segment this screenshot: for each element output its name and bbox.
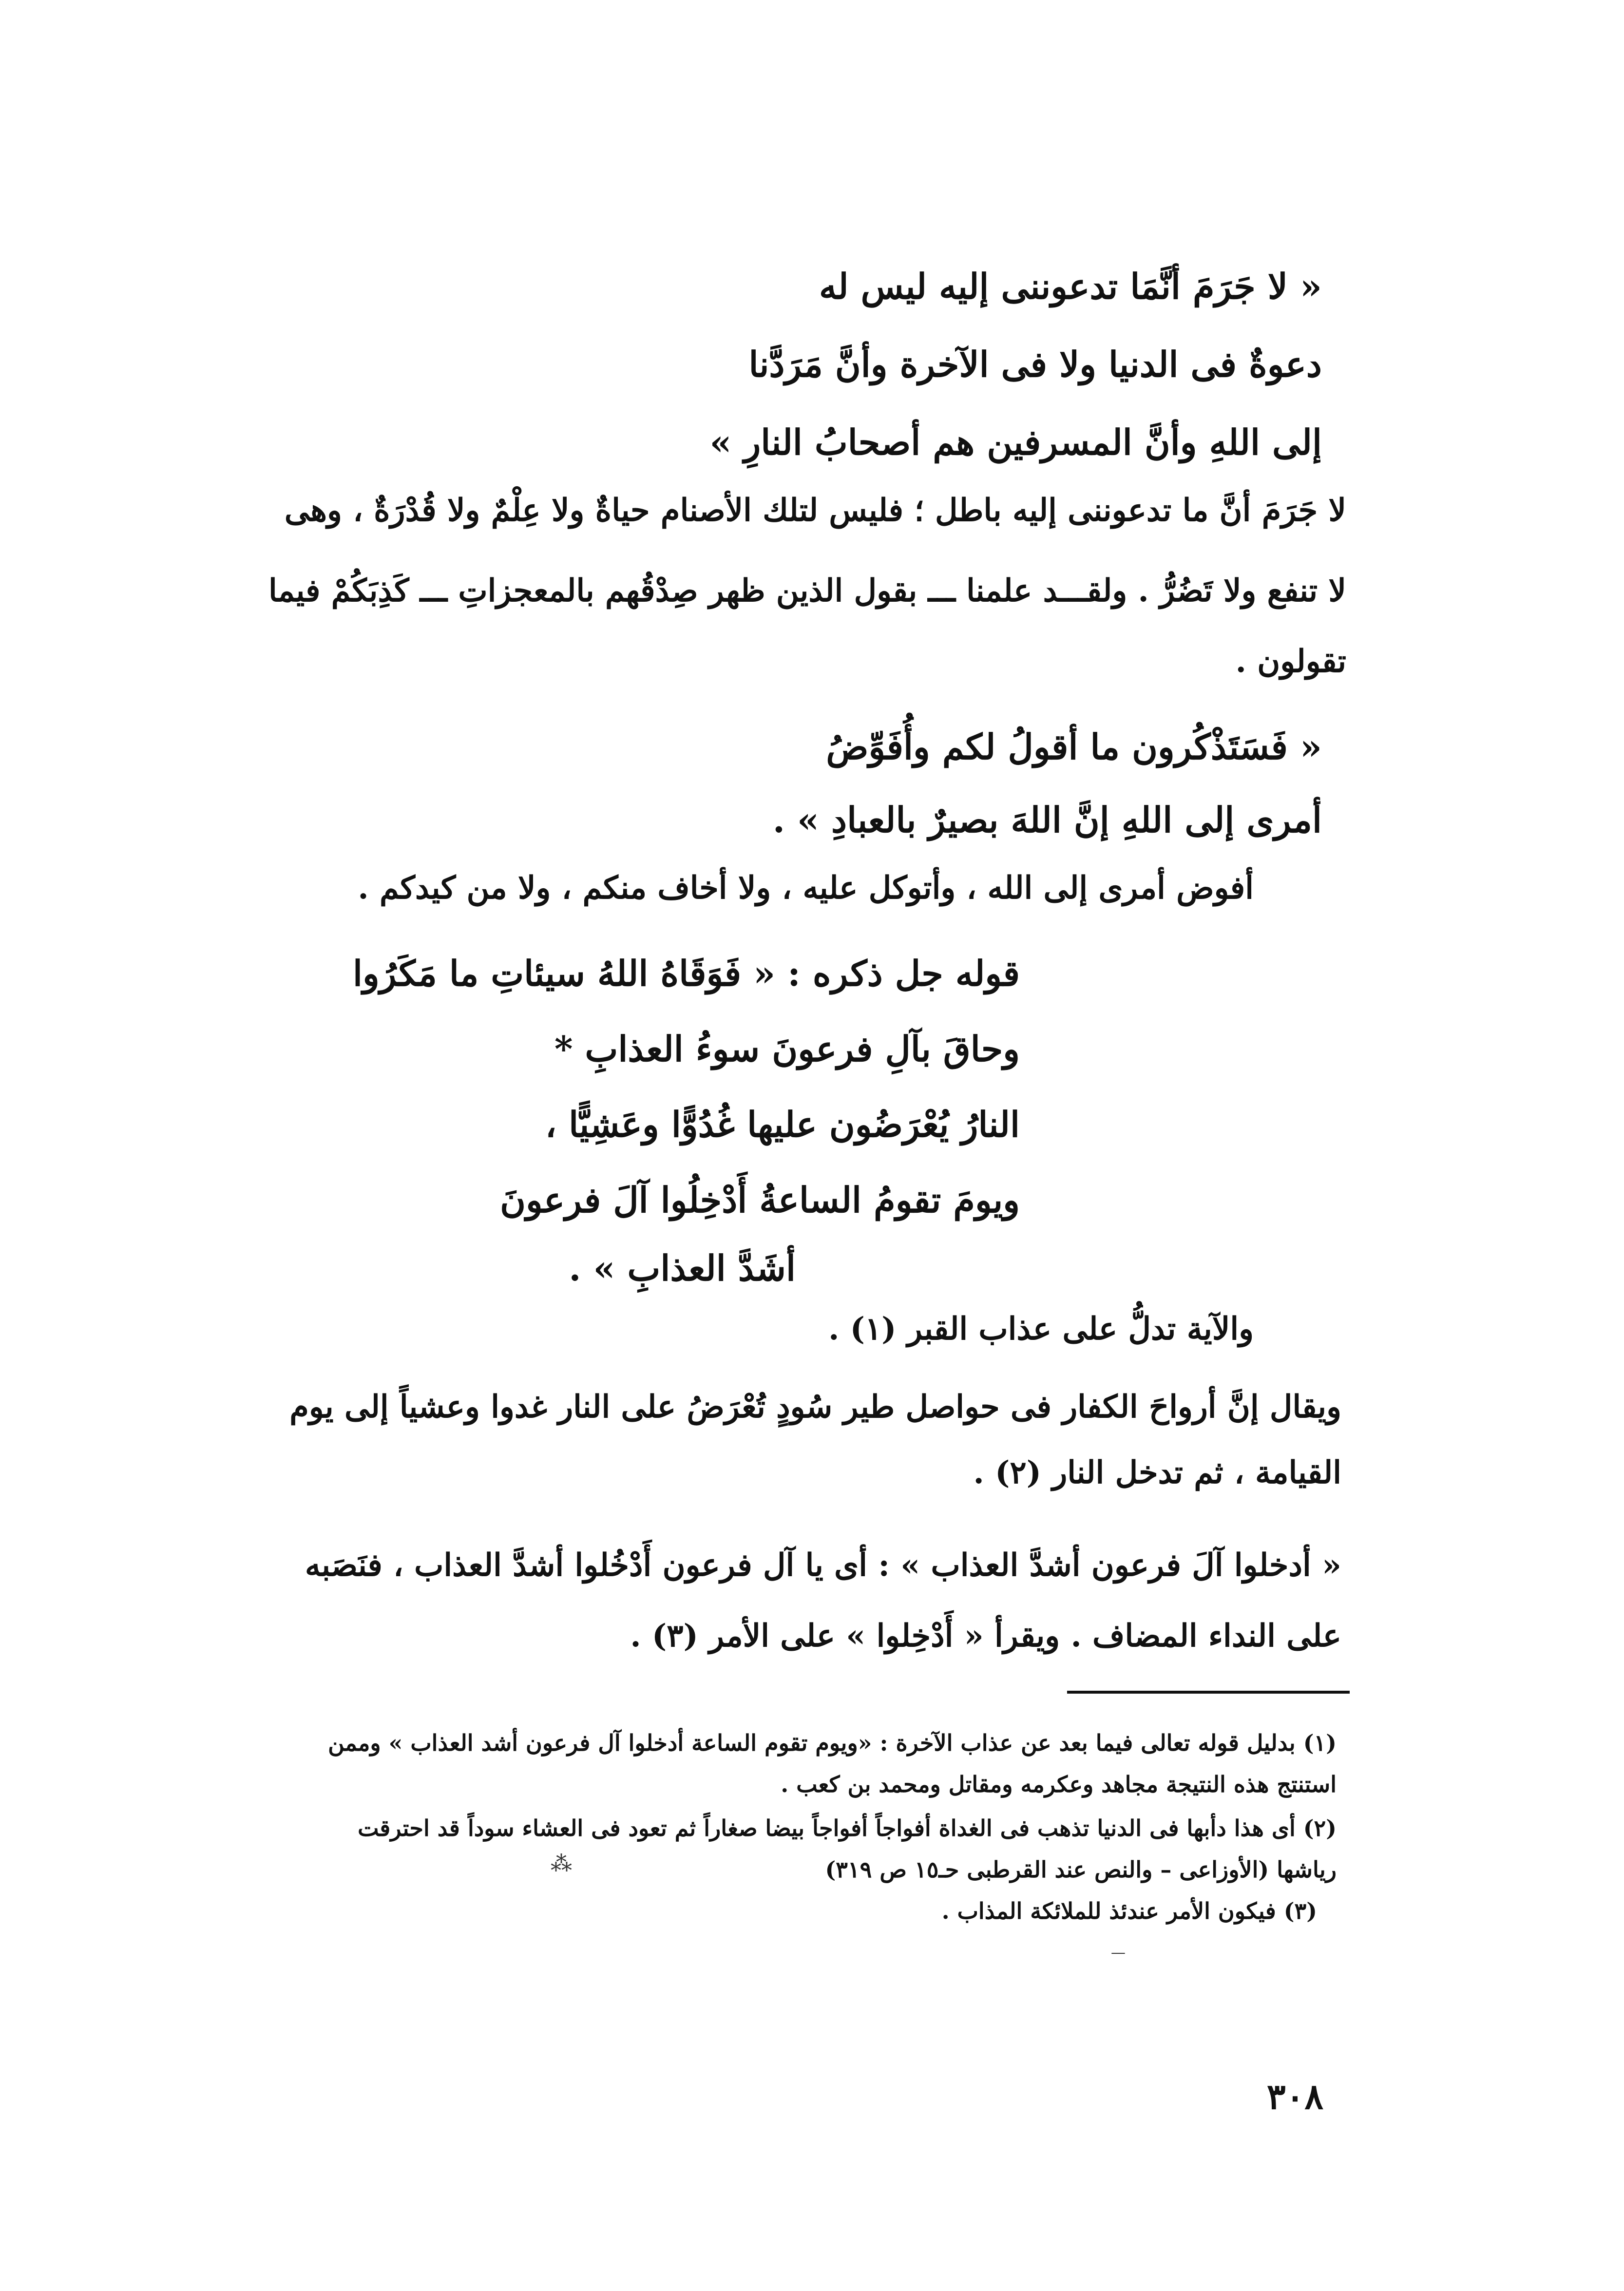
verse-line: « لا جَرَمَ أنَّمَا تدعوننى إليه ليس له (819, 266, 1322, 307)
commentary-line: أفوض أمرى إلى الله ، وأتوكل عليه ، ولا أخاف منكم ، ولا من كيدكم . (358, 870, 1254, 906)
footnote-line: رياشها (الأوزاعى – والنص عند القرطبى حـ١٥ ص ٣١٩) (825, 1856, 1337, 1883)
verse-line: ويومَ تقومُ الساعةُ أَدْخِلُوا آلَ فرعونَ (500, 1179, 1020, 1221)
verse-line: أشَدَّ العذابِ » . (569, 1247, 796, 1289)
commentary-line: على النداء المضاف . ويقرأ « أَدْخِلوا » على الأمر (٣) . (630, 1618, 1341, 1654)
footnote-divider (1067, 1691, 1350, 1694)
commentary-line: القيامة ، ثم تدخل النار (٢) . (973, 1454, 1341, 1491)
commentary-line: لا جَرَمَ أنَّ ما تدعوننى إليه باطل ؛ فليس لتلك الأصنام حياةٌ ولا عِلْمٌ ولا قُدْرَةٌ ، وهى (284, 492, 1346, 529)
stray-mark: ⁂ (551, 1852, 572, 1876)
verse-line: أمرى إلى اللهِ إنَّ اللهَ بصيرٌ بالعبادِ » . (772, 799, 1322, 840)
footnote-line: (١) بدليل قوله تعالى فيما بعد عن عذاب الآخرة : «ويوم تقوم الساعة أدخلوا آل فرعون أشد العذاب » وممن (328, 1730, 1337, 1756)
footnote-line: استنتج هذه النتيجة مجاهد وعكرمه ومقاتل ومحمد بن كعب . (781, 1771, 1337, 1797)
stray-mark: — (1111, 1944, 1126, 1961)
verse-line: دعوةٌ فى الدنيا ولا فى الآخرة وأنَّ مَرَدَّنا (748, 344, 1322, 385)
page-number: ٣٠٨ (1267, 2076, 1324, 2117)
commentary-line: ويقال إنَّ أرواحَ الكفار فى حواصل طير سُودٍ تُعْرَضُ على النار غدوا وعشياً إلى يوم (289, 1389, 1341, 1425)
verse-line: قوله جل ذكره : « فَوَقَاهُ اللهُ سيئاتِ ما مَكَرُوا (352, 953, 1020, 994)
footnote-line: (٢) أى هذا دأبها فى الدنيا تذهب فى الغداة أفواجاً أفواجاً بيضا صغاراً ثم تعود فى العشاء سوداً قد احترقت (358, 1815, 1337, 1841)
commentary-line: تقولون . (1235, 643, 1346, 680)
footnote-line: (٣) فيكون الأمر عندئذ للملائكة المذاب . (941, 1898, 1317, 1924)
verse-line: النارُ يُعْرَضُون عليها غُدُوًّا وعَشِيًّا ، (545, 1104, 1020, 1145)
verse-line: « فَسَتَذْكُرون ما أقولُ لكم وأُفَوِّضُ (826, 726, 1322, 767)
commentary-line: « أدخلوا آلَ فرعون أشدَّ العذاب » : أى يا آل فرعون أَدْخُلوا أشدَّ العذاب ، فنَصَبه (305, 1547, 1341, 1584)
commentary-line: لا تنفع ولا تَضُرُّ . ولقـــد علمنا ـــ بقول الذين ظهر صِدْقُهم بالمعجزاتِ ـــ كَذِبَكُمْ فيما (268, 573, 1346, 609)
verse-line: وحاقَ بآلِ فرعونَ سوءُ العذابِ * (554, 1028, 1020, 1069)
commentary-line: والآية تدلُّ على عذاب القبر (١) . (828, 1311, 1254, 1347)
verse-line: إلى اللهِ وأنَّ المسرفين هم أصحابُ النارِ » (709, 421, 1322, 463)
